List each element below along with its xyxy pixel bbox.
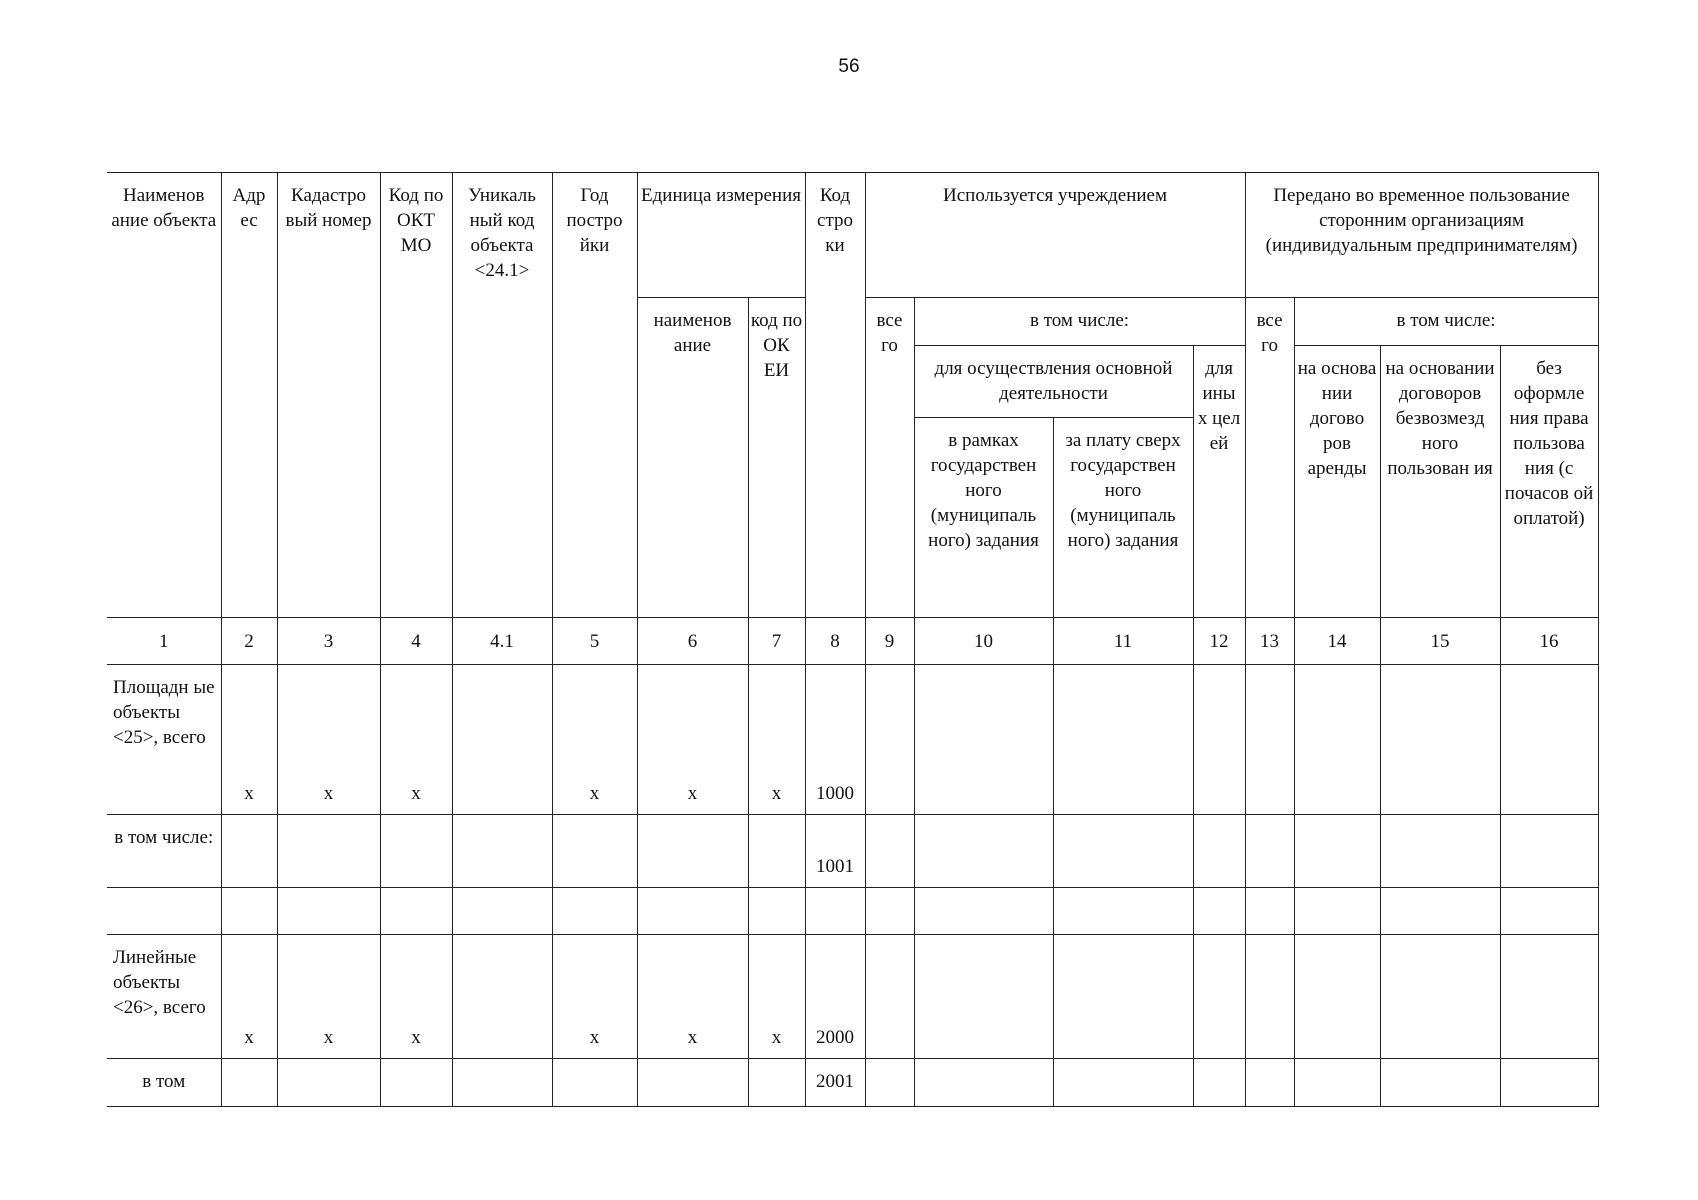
table-cell[interactable] bbox=[277, 815, 380, 888]
cell-mark: х bbox=[221, 665, 277, 815]
column-number: 1 bbox=[107, 618, 221, 665]
row-label-including: в том bbox=[107, 1059, 221, 1107]
cell-line-code: 2000 bbox=[805, 935, 865, 1059]
column-number: 3 bbox=[277, 618, 380, 665]
table-cell[interactable] bbox=[865, 665, 914, 815]
table-cell[interactable] bbox=[1245, 1059, 1294, 1107]
cell-mark: х bbox=[748, 935, 805, 1059]
header-object-name: Наименов ание объекта bbox=[107, 173, 221, 618]
table-cell[interactable] bbox=[1294, 815, 1380, 888]
table-cell[interactable] bbox=[1294, 665, 1380, 815]
column-numbers-row bbox=[107, 618, 1598, 665]
table-cell[interactable] bbox=[277, 1059, 380, 1107]
header-unit-name: наименов ание bbox=[637, 298, 748, 618]
table-cell[interactable] bbox=[1053, 935, 1193, 1059]
cell-mark: х bbox=[277, 665, 380, 815]
header-transferred-total: все го bbox=[1245, 298, 1294, 618]
cell-mark: х bbox=[637, 935, 748, 1059]
row-label-including: в том числе: bbox=[107, 815, 221, 888]
table-cell[interactable] bbox=[380, 815, 452, 888]
table-cell[interactable] bbox=[748, 1059, 805, 1107]
table-cell[interactable] bbox=[552, 888, 637, 935]
table-cell[interactable] bbox=[914, 815, 1053, 888]
table-cell[interactable] bbox=[1053, 1059, 1193, 1107]
table-cell[interactable] bbox=[1245, 935, 1294, 1059]
column-number: 2 bbox=[221, 618, 277, 665]
header-transferred-rent: на основа нии догово ров аренды bbox=[1294, 346, 1380, 618]
column-number: 5 bbox=[552, 618, 637, 665]
header-transferred-including: в том числе: bbox=[1294, 298, 1598, 346]
header-used-other-purposes: для ины х цел ей bbox=[1193, 346, 1245, 618]
table-cell[interactable] bbox=[1245, 815, 1294, 888]
table-cell[interactable] bbox=[748, 815, 805, 888]
table-cell[interactable] bbox=[552, 1059, 637, 1107]
header-used-main-activity: для осуществления основной деятельности bbox=[914, 346, 1193, 418]
row-label-area-objects: Площадн ые объекты <25>, всего bbox=[107, 665, 221, 815]
table-cell[interactable] bbox=[637, 1059, 748, 1107]
table-cell[interactable] bbox=[1053, 888, 1193, 935]
column-number: 11 bbox=[1053, 618, 1193, 665]
cell-mark: х bbox=[221, 935, 277, 1059]
table-cell[interactable] bbox=[1245, 665, 1294, 815]
header-used-by-institution: Используется учреждением bbox=[865, 173, 1245, 298]
column-number: 15 bbox=[1380, 618, 1500, 665]
column-number: 6 bbox=[637, 618, 748, 665]
table-cell[interactable] bbox=[1500, 1059, 1598, 1107]
header-oktmo-code: Код по ОКТ МО bbox=[380, 173, 452, 618]
cell-mark: х bbox=[277, 935, 380, 1059]
table-cell[interactable] bbox=[914, 665, 1053, 815]
table-row-empty bbox=[107, 888, 1598, 935]
property-form-table bbox=[107, 172, 1599, 1107]
table-cell[interactable] bbox=[1193, 1059, 1245, 1107]
table-cell[interactable] bbox=[277, 888, 380, 935]
table-cell[interactable] bbox=[380, 1059, 452, 1107]
table-row-linear-including bbox=[107, 1059, 1598, 1107]
table-cell[interactable] bbox=[452, 665, 552, 815]
table-cell[interactable] bbox=[1500, 888, 1598, 935]
table-cell[interactable] bbox=[1193, 815, 1245, 888]
cell-mark: х bbox=[380, 665, 452, 815]
header-used-including: в том числе: bbox=[914, 298, 1245, 346]
table-cell[interactable] bbox=[1380, 665, 1500, 815]
column-number: 12 bbox=[1193, 618, 1245, 665]
table-cell[interactable] bbox=[221, 1059, 277, 1107]
table-cell[interactable] bbox=[914, 1059, 1053, 1107]
table-cell[interactable] bbox=[748, 888, 805, 935]
table-cell[interactable] bbox=[1380, 935, 1500, 1059]
table-cell[interactable] bbox=[1500, 935, 1598, 1059]
header-unit: Единица измерения bbox=[637, 173, 805, 298]
table-cell[interactable] bbox=[1380, 815, 1500, 888]
row-label-linear-objects: Линейные объекты <26>, всего bbox=[107, 935, 221, 1059]
header-year-built: Год постро йки bbox=[552, 173, 637, 618]
table-cell[interactable] bbox=[1193, 665, 1245, 815]
table-cell[interactable] bbox=[1053, 665, 1193, 815]
table-cell[interactable] bbox=[107, 888, 221, 935]
table-row-linear-objects bbox=[107, 935, 1598, 1059]
column-number: 13 bbox=[1245, 618, 1294, 665]
table-cell[interactable] bbox=[914, 888, 1053, 935]
column-number: 7 bbox=[748, 618, 805, 665]
header-transferred: Передано во временное пользование сторонним организациям (индивидуальным предпринимателям) bbox=[1245, 173, 1598, 298]
table-cell[interactable] bbox=[1500, 815, 1598, 888]
table-row-area-including bbox=[107, 815, 1598, 888]
header-transferred-free-use: на основании договоров безвозмезд ного пользован ия bbox=[1380, 346, 1500, 618]
cell-line-code: 1001 bbox=[805, 815, 865, 888]
page-number: 56 bbox=[838, 56, 860, 77]
table-cell[interactable] bbox=[865, 888, 914, 935]
header-used-paid-over-task: за плату сверх государствен ного (муниципаль ного) задания bbox=[1053, 418, 1193, 618]
column-number: 14 bbox=[1294, 618, 1380, 665]
table-cell[interactable] bbox=[1500, 665, 1598, 815]
column-number: 16 bbox=[1500, 618, 1598, 665]
table-cell[interactable] bbox=[221, 815, 277, 888]
header-used-state-task: в рамках государствен ного (муниципаль ного) задания bbox=[914, 418, 1053, 618]
column-number: 8 bbox=[805, 618, 865, 665]
table-cell[interactable] bbox=[1294, 1059, 1380, 1107]
cell-mark: х bbox=[637, 665, 748, 815]
table-cell[interactable] bbox=[452, 888, 552, 935]
header-line-code: Код стро ки bbox=[805, 173, 865, 618]
table-cell[interactable] bbox=[805, 888, 865, 935]
header-address: Адр ес bbox=[221, 173, 277, 618]
header-used-total: все го bbox=[865, 298, 914, 618]
cell-mark: х bbox=[380, 935, 452, 1059]
column-number: 4.1 bbox=[452, 618, 552, 665]
column-number: 4 bbox=[380, 618, 452, 665]
cell-line-code: 2001 bbox=[805, 1059, 865, 1107]
table-cell[interactable] bbox=[1380, 1059, 1500, 1107]
table-cell[interactable] bbox=[452, 1059, 552, 1107]
cell-mark: х bbox=[748, 665, 805, 815]
table-cell[interactable] bbox=[637, 815, 748, 888]
table-cell[interactable] bbox=[452, 935, 552, 1059]
table-cell[interactable] bbox=[380, 888, 452, 935]
table-cell[interactable] bbox=[1193, 935, 1245, 1059]
table-cell[interactable] bbox=[1294, 888, 1380, 935]
column-number: 10 bbox=[914, 618, 1053, 665]
header-unique-code: Уникаль ный код объекта <24.1> bbox=[452, 173, 552, 618]
table-cell[interactable] bbox=[865, 1059, 914, 1107]
table-cell[interactable] bbox=[865, 815, 914, 888]
table-cell[interactable] bbox=[637, 888, 748, 935]
cell-line-code: 1000 bbox=[805, 665, 865, 815]
table-cell[interactable] bbox=[1053, 815, 1193, 888]
table-cell[interactable] bbox=[1193, 888, 1245, 935]
table-cell[interactable] bbox=[221, 888, 277, 935]
cell-mark: х bbox=[552, 665, 637, 815]
table-cell[interactable] bbox=[1245, 888, 1294, 935]
cell-mark: х bbox=[552, 935, 637, 1059]
table-cell[interactable] bbox=[452, 815, 552, 888]
table-cell[interactable] bbox=[1294, 935, 1380, 1059]
header-unit-okei: код по ОК ЕИ bbox=[748, 298, 805, 618]
table-cell[interactable] bbox=[552, 815, 637, 888]
header-cadastral-number: Кадастро вый номер bbox=[277, 173, 380, 618]
table-cell[interactable] bbox=[1380, 888, 1500, 935]
table-cell[interactable] bbox=[914, 935, 1053, 1059]
table-row-area-objects bbox=[107, 665, 1598, 815]
column-number: 9 bbox=[865, 618, 914, 665]
table-cell[interactable] bbox=[865, 935, 914, 1059]
header-transferred-hourly: без оформле ния права пользова ния (с почасов ой оплатой) bbox=[1500, 346, 1598, 618]
